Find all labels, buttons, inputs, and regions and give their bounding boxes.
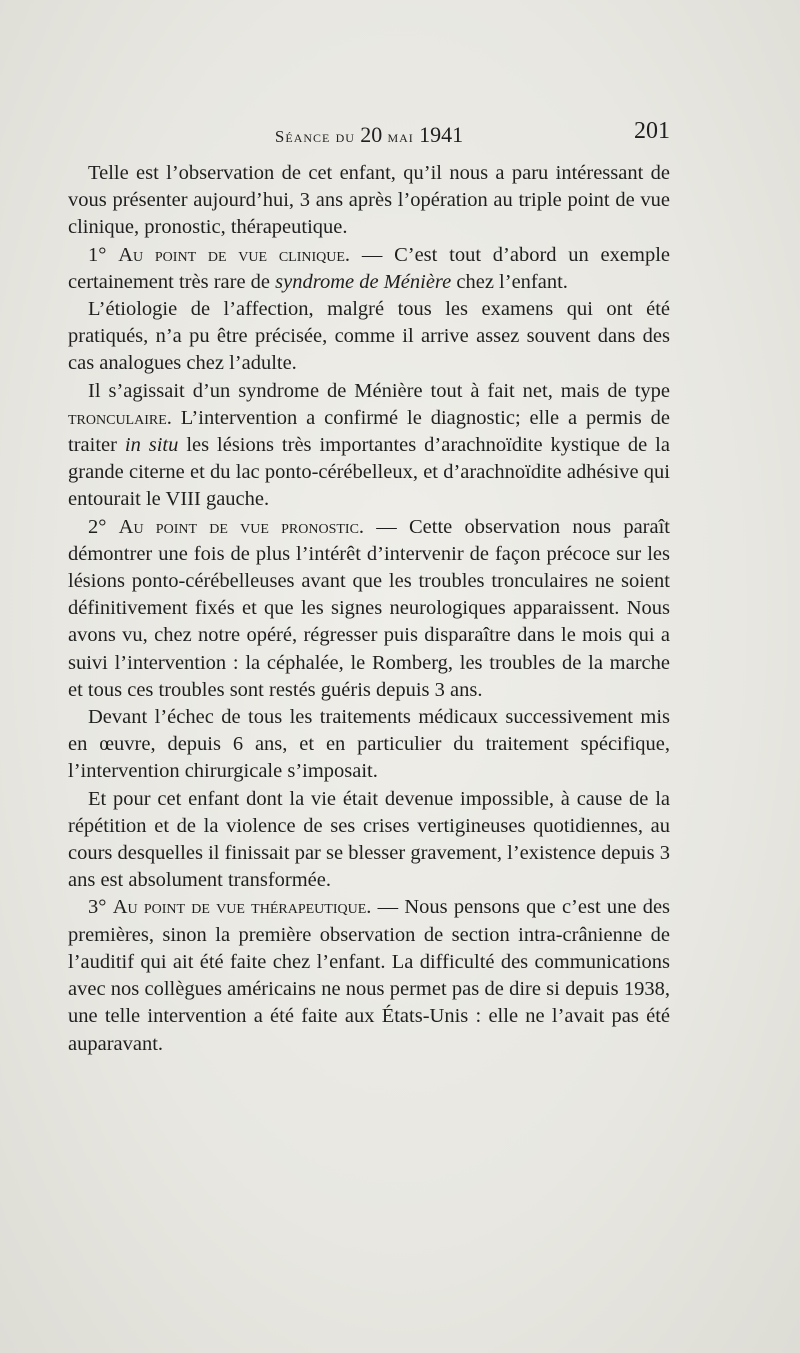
text-run: 1° bbox=[88, 243, 119, 266]
page-header bbox=[68, 118, 670, 148]
text-run: . L’intervention a confirmé le diagnostic; elle a permis de traiter bbox=[68, 406, 670, 457]
section-heading: Au point de vue clinique. bbox=[118, 243, 351, 266]
text-run: — Nous pensons que c’est une des premières, sinon la première observation de section intra-crânienne de l’auditif qui ait été faite chez l’enfant. La difficulté des communications avec nos collègues américains ne nous permet pas de dire si depuis 1938, une telle intervention a été faite aux États-Unis : elle ne l’avait pas été auparavant. bbox=[68, 896, 671, 1055]
text-run: Et pour cet enfant dont la vie était devenue impossible, à cause de la répétition et de la violence de ses crises vertigineuses quotidiennes, au cours desquelles il finissait par se blesser gravement, l’existence depuis 3 ans est absolument transformée. bbox=[68, 787, 670, 892]
body-text bbox=[68, 160, 670, 1058]
paragraph bbox=[68, 242, 670, 296]
text-run: Devant l’échec de tous les traitements médicaux successivement mis en œuvre, depuis 6 ans, et en particulier du traitement spécifique, l’intervention chirurgicale s’imposait. bbox=[68, 706, 670, 783]
text-run: L’étiologie de l’affection, malgré tous les examens qui ont été pratiqués, n’a pu être précisée, comme il arrive assez souvent dans des cas analogues chez l’adulte. bbox=[68, 298, 670, 375]
text-run: 3° bbox=[88, 896, 113, 919]
paragraph bbox=[68, 160, 670, 242]
section-heading: Au point de vue thérapeutique. bbox=[112, 896, 372, 919]
italic-text: in situ bbox=[124, 434, 179, 457]
text-run: — C’est tout d’abord un exemple certainement très rare de bbox=[68, 243, 670, 293]
italic-text: syndrome de Ménière bbox=[275, 270, 452, 293]
section-heading: Au point de vue pronostic. bbox=[118, 515, 365, 538]
running-head-day: 20 bbox=[360, 122, 383, 147]
paragraph bbox=[68, 786, 670, 895]
paragraph bbox=[68, 704, 670, 786]
paragraph bbox=[68, 378, 670, 514]
text-run: Il s’agissait d’un syndrome de Ménière tout à fait net, mais de type bbox=[88, 379, 670, 402]
section-heading: tronculaire bbox=[68, 406, 167, 429]
paragraph bbox=[68, 296, 670, 378]
running-head-year: 1941 bbox=[419, 122, 464, 147]
text-run: les lésions très importantes d’arachnoïdite kystique de la grande citerne et du lac ponto-cérébelleux, et d’arachnoïdite adhésive qui entourait le VIII gauche. bbox=[68, 434, 670, 511]
text-run: chez l’enfant. bbox=[451, 270, 568, 293]
paragraph bbox=[68, 514, 670, 704]
paragraph bbox=[68, 894, 670, 1057]
running-head-seance: Séance du bbox=[274, 127, 361, 146]
running-head-month: mai bbox=[382, 127, 420, 146]
running-head bbox=[68, 122, 670, 148]
text-run: — Cette observation nous paraît démontrer une fois de plus l’intérêt d’intervenir de façon précoce sur les lésions ponto-cérébelleuses avant que les troubles tronculaires ne soient définitivement fixés et que les signes neurologiques apparaissent. Nous avons vu, chez notre opéré, régresser puis disparaître dans le mois qui a suivi l’intervention : la céphalée, le Romberg, les troubles de la marche et tous ces troubles sont restés guéris depuis 3 ans. bbox=[68, 515, 670, 701]
text-run: 2° bbox=[88, 515, 119, 538]
text-run: Telle est l’observation de cet enfant, qu’il nous a paru intéressant de vous présenter aujourd’hui, 3 ans après l’opération au triple point de vue clinique, pronostic, thérapeutique. bbox=[68, 162, 670, 239]
page-number: 201 bbox=[634, 118, 670, 144]
